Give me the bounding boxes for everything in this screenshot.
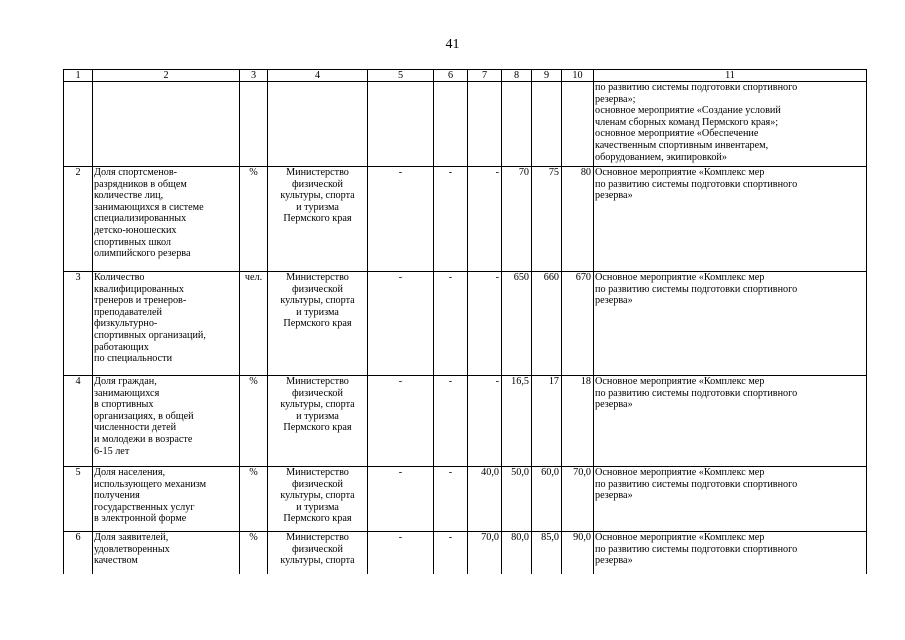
unit-cell: % [240,376,268,467]
value-cell: - [434,167,468,272]
executor-cell: Министерство физической культуры, спорта и туризма Пермского края [268,376,368,467]
indicators-table [63,69,867,574]
unit-cell: чел. [240,272,268,376]
value-cell: 90,0 [562,532,594,574]
table-row [64,467,867,532]
executor-cell: Министерство физической культуры, спорта и туризма Пермского края [268,467,368,532]
measures-cell: Основное мероприятие «Комплекс мер по развитию системы подготовки спортивного резерва» [594,167,867,272]
page-number: 41 [445,37,460,52]
column-header: 9 [532,70,562,82]
column-header: 3 [240,70,268,82]
column-header: 6 [434,70,468,82]
row-number: 6 [64,532,93,574]
unit-cell [240,82,268,167]
value-cell: - [468,167,502,272]
table-header-row [64,70,867,82]
measures-cell: Основное мероприятие «Комплекс мер по развитию системы подготовки спортивного резерва» [594,376,867,467]
value-cell: 75 [532,167,562,272]
column-header: 2 [93,70,240,82]
value-cell [502,82,532,167]
value-cell: 17 [532,376,562,467]
column-header: 8 [502,70,532,82]
value-cell: 40,0 [468,467,502,532]
column-header: 11 [594,70,867,82]
value-cell: 70,0 [468,532,502,574]
value-cell: - [434,532,468,574]
value-cell [434,82,468,167]
column-header: 1 [64,70,93,82]
value-cell: 18 [562,376,594,467]
value-cell: - [368,532,434,574]
value-cell: - [368,272,434,376]
table-row [64,376,867,467]
row-number: 3 [64,272,93,376]
indicator-name: Доля граждан, занимающихся в спортивных организациях, в общей численности детей и молодежи в возрасте 6-15 лет [93,376,240,467]
table-row [64,272,867,376]
row-number [64,82,93,167]
value-cell: 80,0 [502,532,532,574]
column-header: 4 [268,70,368,82]
row-number: 5 [64,467,93,532]
unit-cell: % [240,167,268,272]
executor-cell: Министерство физической культуры, спорта и туризма Пермского края [268,272,368,376]
measures-cell: Основное мероприятие «Комплекс мер по развитию системы подготовки спортивного резерва» [594,532,867,574]
value-cell: - [434,376,468,467]
value-cell: 650 [502,272,532,376]
indicator-name: Доля населения, использующего механизм получения государственных услуг в электронной форме [93,467,240,532]
value-cell: 80 [562,167,594,272]
value-cell: - [434,272,468,376]
table-row [64,167,867,272]
value-cell: - [434,467,468,532]
measures-cell: Основное мероприятие «Комплекс мер по развитию системы подготовки спортивного резерва» [594,272,867,376]
value-cell: 70 [502,167,532,272]
indicator-name: Количество квалифицированных тренеров и тренеров- преподавателей физкультурно- спортивных организаций, работающих по специальности [93,272,240,376]
value-cell: 50,0 [502,467,532,532]
value-cell: 660 [532,272,562,376]
table-row [64,532,867,574]
executor-cell: Министерство физической культуры, спорта [268,532,368,574]
value-cell [532,82,562,167]
row-number: 4 [64,376,93,467]
unit-cell: % [240,467,268,532]
column-header: 7 [468,70,502,82]
value-cell: 70,0 [562,467,594,532]
value-cell: - [368,467,434,532]
value-cell: - [368,167,434,272]
value-cell [562,82,594,167]
value-cell: 16,5 [502,376,532,467]
value-cell: - [368,376,434,467]
measures-cell: по развитию системы подготовки спортивного резерва»; основное мероприятие «Создание условий членам сборных команд Пермского края»; основное мероприятие «Обеспечение качественным спортивным инвентарем, оборудованием, экипировкой» [594,82,867,167]
measures-cell: Основное мероприятие «Комплекс мер по развитию системы подготовки спортивного резерва» [594,467,867,532]
value-cell: 60,0 [532,467,562,532]
column-header: 10 [562,70,594,82]
value-cell [468,82,502,167]
column-header: 5 [368,70,434,82]
executor-cell: Министерство физической культуры, спорта и туризма Пермского края [268,167,368,272]
value-cell: 670 [562,272,594,376]
value-cell: - [468,272,502,376]
row-number: 2 [64,167,93,272]
executor-cell [268,82,368,167]
value-cell: 85,0 [532,532,562,574]
table-row [64,82,867,167]
value-cell [368,82,434,167]
indicator-name: Доля спортсменов- разрядников в общем количестве лиц, занимающихся в системе специализированных детско-юношеских спортивных школ олимпийского резерва [93,167,240,272]
value-cell: - [468,376,502,467]
unit-cell: % [240,532,268,574]
indicator-name [93,82,240,167]
indicator-name: Доля заявителей, удовлетворенных качеством [93,532,240,574]
